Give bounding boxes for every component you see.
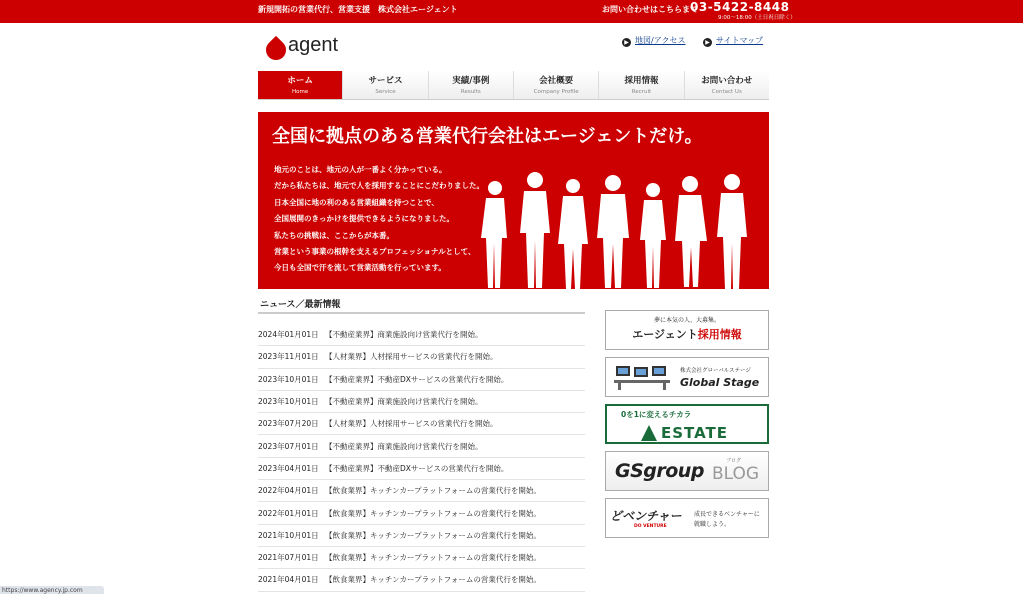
status-bar-url: https://www.agency.jp.com xyxy=(0,586,104,594)
news-text[interactable]: 【飲食業界】キッチンカープラットフォームの営業代行を開始。 xyxy=(325,530,541,540)
news-text[interactable]: 【不動産業界】不動産DXサービスの営業代行を開始。 xyxy=(325,463,509,473)
access-link[interactable]: ▶ 地図/アクセス xyxy=(622,35,685,47)
do-venture-banner[interactable] xyxy=(605,498,769,538)
hero-line: 今日も全国で汗を流して営業活動を行っています。 xyxy=(274,263,446,273)
estate-catch: 0を1に変えるチカラ xyxy=(621,410,692,419)
top-bar xyxy=(0,0,1023,23)
gsgroup-blog-banner[interactable] xyxy=(605,451,769,491)
global-stage-banner[interactable] xyxy=(605,357,769,397)
hero-headline: 全国に拠点のある営業代行会社はエージェントだけ。 xyxy=(272,126,703,147)
blog-brand: GSgroup xyxy=(615,460,704,482)
contact-label: お問い合わせはこちらまで xyxy=(602,5,698,14)
news-text[interactable]: 【飲食業界】キッチンカープラットフォームの営業代行を開始。 xyxy=(325,486,541,496)
side-banners xyxy=(605,310,769,545)
news-date: 2021年10月01日 xyxy=(258,530,319,540)
tree-icon xyxy=(641,425,657,441)
blog-label: BLOG xyxy=(712,464,760,484)
hero-copy xyxy=(274,164,484,279)
news-item[interactable] xyxy=(258,502,585,524)
hero-line: 営業という事業の根幹を支えるプロフェッショナルとして、 xyxy=(274,246,476,256)
nav-contact[interactable]: お問い合わせ Contact Us xyxy=(685,71,769,99)
news-date: 2023年07月20日 xyxy=(258,419,319,429)
news-item[interactable] xyxy=(258,458,585,480)
news-item[interactable] xyxy=(258,547,585,569)
site-logo[interactable] xyxy=(266,34,339,64)
news-date: 2023年10月01日 xyxy=(258,374,319,384)
news-item[interactable] xyxy=(258,480,585,502)
venture-copy: 成長できるベンチャーに 就職しよう。 xyxy=(694,511,760,528)
phone-number[interactable]: 03-5422-8448 xyxy=(690,0,790,14)
venture-brand: どベンチャー xyxy=(610,509,682,523)
main-nav xyxy=(258,71,769,100)
global-stage-company: 株式会社グローバルステージ xyxy=(680,368,751,374)
nav-recruit[interactable]: 採用情報 Recruit xyxy=(599,71,684,99)
estate-name: ESTATE xyxy=(661,424,729,442)
news-text[interactable]: 【不動産業界】商業施設向け営業代行を開始。 xyxy=(325,397,483,407)
hero-line: 地元のことは、地元の人が一番よく分かっている。 xyxy=(274,165,447,174)
news-heading: ニュース／最新情報 xyxy=(260,300,341,310)
news-date: 2021年07月01日 xyxy=(258,553,319,563)
venture-brand-sub: DO VENTURE xyxy=(634,524,667,529)
news-date: 2023年07月01日 xyxy=(258,441,319,451)
news-date: 2022年01月01日 xyxy=(258,508,319,518)
news-text[interactable]: 【飲食業界】キッチンカープラットフォームの営業代行を開始。 xyxy=(325,508,541,518)
nav-home[interactable]: ホーム Home xyxy=(258,71,343,99)
recruit-banner-title: エージェント採用情報 xyxy=(632,328,742,341)
nav-company-profile[interactable]: 会社概要 Company Profile xyxy=(514,71,599,99)
news-item[interactable] xyxy=(258,413,585,435)
arrow-right-icon: ▶ xyxy=(703,38,712,47)
sitemap-link[interactable]: ▶ サイトマップ xyxy=(703,35,763,47)
news-item[interactable] xyxy=(258,569,585,591)
news-date: 2023年11月01日 xyxy=(258,352,319,362)
hero-banner xyxy=(258,112,769,289)
hero-line: 日本全国に地の利のある営業組織を持つことで、 xyxy=(274,197,439,207)
nav-service[interactable]: サービス Service xyxy=(343,71,428,99)
people-silhouette-icon xyxy=(473,172,763,289)
news-item[interactable] xyxy=(258,435,585,457)
blog-ruby: ブログ xyxy=(726,458,742,464)
news-date: 2024年01月01日 xyxy=(258,330,319,340)
news-date: 2022年04月01日 xyxy=(258,486,319,496)
computer-desk-icon xyxy=(614,364,670,390)
hero-line: 全国展開のきっかけを提供できるようになりました。 xyxy=(274,214,454,224)
news-item[interactable] xyxy=(258,369,585,391)
news-text[interactable]: 【不動産業界】商業施設向け営業代行を開始。 xyxy=(325,330,483,340)
news-list xyxy=(258,324,585,592)
global-stage-name: Global Stage xyxy=(680,376,760,389)
recruit-banner-catch: 夢に本気の人、大募集。 xyxy=(653,317,720,324)
news-text[interactable]: 【不動産業界】商業施設向け営業代行を開始。 xyxy=(325,441,483,451)
news-text[interactable]: 【人材業界】人材採用サービスの営業代行を開始。 xyxy=(325,419,498,429)
news-text[interactable]: 【不動産業界】不動産DXサービスの営業代行を開始。 xyxy=(325,374,509,384)
news-item[interactable] xyxy=(258,324,585,346)
news-item[interactable] xyxy=(258,391,585,413)
news-date: 2023年10月01日 xyxy=(258,397,319,407)
logo-text: agent xyxy=(288,34,339,56)
nav-results[interactable]: 実績/事例 Results xyxy=(429,71,514,99)
news-item[interactable] xyxy=(258,525,585,547)
news-text[interactable]: 【飲食業界】キッチンカープラットフォームの営業代行を開始。 xyxy=(325,553,541,563)
logo-drop-icon xyxy=(262,36,290,64)
arrow-right-icon: ▶ xyxy=(622,38,631,47)
news-date: 2021年04月01日 xyxy=(258,575,319,585)
news-divider xyxy=(258,312,585,314)
hero-line: だから私たちは、地元で人を採用することにこだわりました。 xyxy=(274,181,484,191)
business-hours: 9:00～18:00（土日祝日除く） xyxy=(718,15,796,21)
news-item[interactable] xyxy=(258,346,585,368)
hero-line: 私たちの挑戦は、ここからが本番。 xyxy=(274,230,394,240)
news-text[interactable]: 【飲食業界】キッチンカープラットフォームの営業代行を開始。 xyxy=(325,575,541,585)
news-text[interactable]: 【人材業界】人材採用サービスの営業代行を開始。 xyxy=(325,352,498,362)
site-tagline: 新規開拓の営業代行、営業支援 株式会社エージェント xyxy=(258,5,458,14)
estate-banner[interactable] xyxy=(605,404,769,444)
recruit-banner[interactable] xyxy=(605,310,769,350)
news-date: 2023年04月01日 xyxy=(258,463,319,473)
